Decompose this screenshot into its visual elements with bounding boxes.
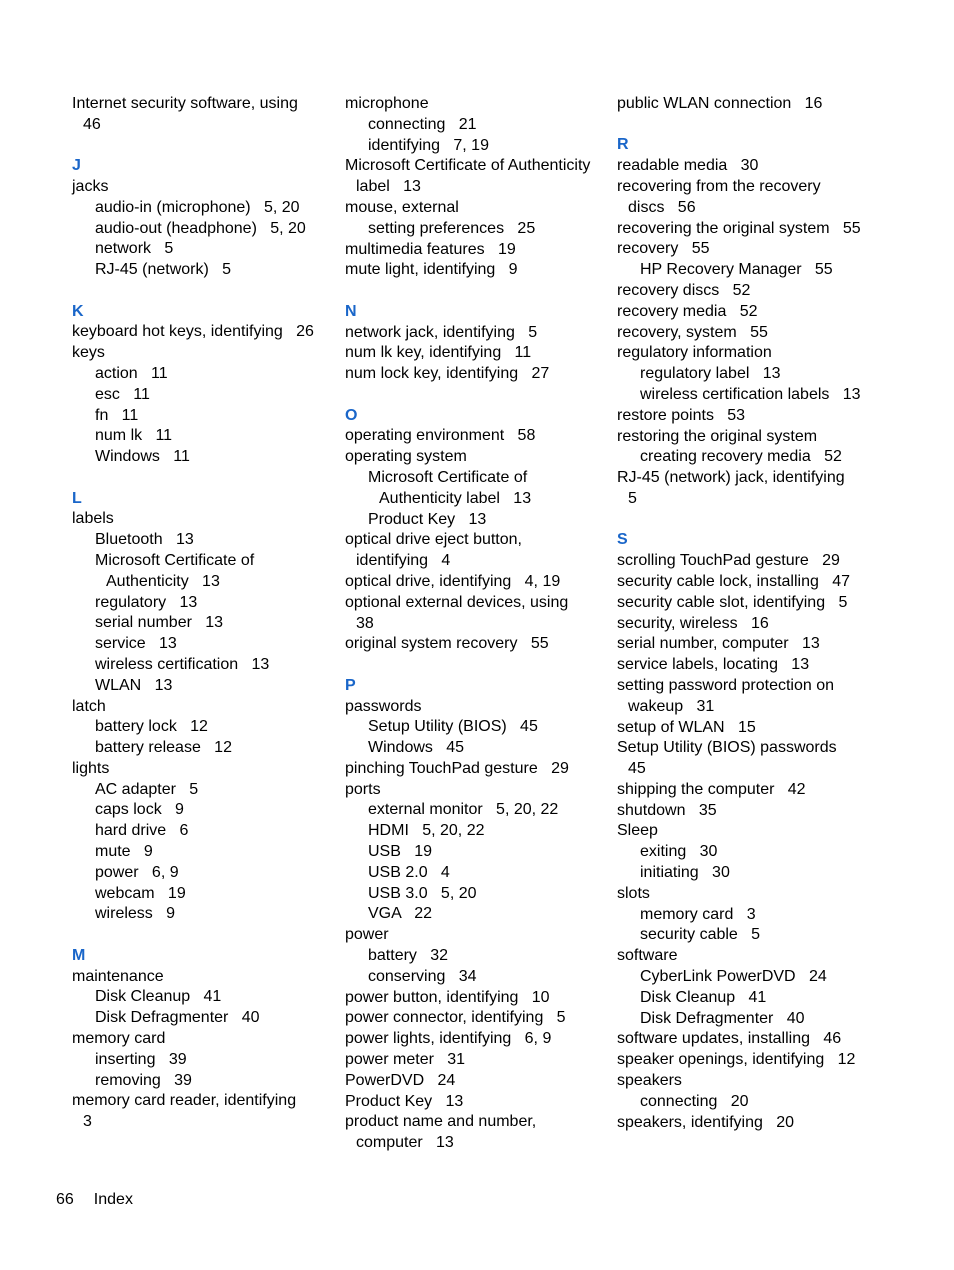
section-letter: M xyxy=(72,946,86,964)
index-entry: ports xyxy=(345,780,381,798)
index-entry: recovering from the recovery xyxy=(617,177,821,195)
index-subentry: HDMI 5, 20, 22 xyxy=(368,822,485,840)
index-entry: serial number, computer 13 xyxy=(617,635,820,653)
index-subentry: action 11 xyxy=(95,364,168,382)
section-letter: O xyxy=(345,406,358,424)
index-subentry: service 13 xyxy=(95,635,177,653)
index-subentry: USB 3.0 5, 20 xyxy=(368,884,477,902)
index-entry: operating system xyxy=(345,448,467,466)
index-entry-continuation: 46 xyxy=(83,115,101,133)
index-entry: security cable slot, identifying 5 xyxy=(617,593,848,611)
section-letter: J xyxy=(72,157,81,175)
index-entry: labels xyxy=(72,510,114,528)
index-entry-continuation: Authenticity 13 xyxy=(106,572,220,590)
index-entry-continuation: 5 xyxy=(628,489,637,507)
index-entry-continuation: identifying 4 xyxy=(356,552,451,570)
section-letter: S xyxy=(617,531,628,549)
index-subentry: security cable 5 xyxy=(640,926,761,944)
index-entry: speaker openings, identifying 12 xyxy=(617,1051,856,1069)
index-subentry: connecting 20 xyxy=(640,1092,749,1110)
index-entry: regulatory information xyxy=(617,344,772,362)
index-subentry: identifying 7, 19 xyxy=(368,136,489,154)
index-subentry: battery 32 xyxy=(368,947,449,965)
section-letter: K xyxy=(72,302,84,320)
index-entry: Product Key 13 xyxy=(345,1092,464,1110)
index-subentry: external monitor 5, 20, 22 xyxy=(368,801,559,819)
index-subentry: Windows 45 xyxy=(368,739,465,757)
index-entry: power connector, identifying 5 xyxy=(345,1009,566,1027)
index-subentry: hard drive 6 xyxy=(95,822,189,840)
index-entry: mute light, identifying 9 xyxy=(345,261,518,279)
index-subentry: inserting 39 xyxy=(95,1050,187,1068)
index-subentry: Disk Cleanup 41 xyxy=(640,988,767,1006)
index-entry: power button, identifying 10 xyxy=(345,988,550,1006)
index-subentry: Disk Defragmenter 40 xyxy=(95,1009,260,1027)
index-subentry: removing 39 xyxy=(95,1071,192,1089)
index-entry: memory card xyxy=(72,1030,166,1048)
index-entry-continuation: 45 xyxy=(628,760,646,778)
index-entry: power xyxy=(345,926,389,944)
index-entry: speakers xyxy=(617,1072,682,1090)
index-entry: mouse, external xyxy=(345,198,459,216)
index-entry: optical drive eject button, xyxy=(345,531,522,549)
index-entry-continuation: wakeup 31 xyxy=(628,697,715,715)
index-entry: num lock key, identifying 27 xyxy=(345,365,550,383)
index-subentry: audio-in (microphone) 5, 20 xyxy=(95,198,300,216)
index-subentry: regulatory 13 xyxy=(95,593,198,611)
index-entry: optical drive, identifying 4, 19 xyxy=(345,572,561,590)
index-entry: recovery, system 55 xyxy=(617,323,768,341)
index-entry-continuation: 3 xyxy=(83,1113,92,1131)
index-entry: power meter 31 xyxy=(345,1051,466,1069)
index-entry: product name and number, xyxy=(345,1113,537,1131)
index-entry: keys xyxy=(72,344,105,362)
index-entry-continuation: 38 xyxy=(356,614,374,632)
index-subentry: Disk Defragmenter 40 xyxy=(640,1009,805,1027)
index-entry: security, wireless 16 xyxy=(617,614,769,632)
index-entry: pinching TouchPad gesture 29 xyxy=(345,759,569,777)
section-letter: P xyxy=(345,676,356,694)
index-entry: public WLAN connection 16 xyxy=(617,95,823,112)
index-entry: recovery media 52 xyxy=(617,302,758,320)
index-entry: passwords xyxy=(345,697,422,715)
index-entry: num lk key, identifying 11 xyxy=(345,344,532,362)
index-subentry: mute 9 xyxy=(95,843,153,861)
index-entry: readable media 30 xyxy=(617,157,759,175)
index-entry: service labels, locating 13 xyxy=(617,656,810,674)
index-entry: PowerDVD 24 xyxy=(345,1071,456,1089)
index-subentry: Setup Utility (BIOS) 45 xyxy=(368,718,538,736)
index-column-1 xyxy=(72,94,334,1133)
index-entry-continuation: computer 13 xyxy=(356,1134,454,1152)
index-subentry: num lk 11 xyxy=(95,427,173,445)
index-entry: Sleep xyxy=(617,822,658,840)
index-subentry: wireless certification labels 13 xyxy=(640,385,861,403)
index-entry: RJ-45 (network) jack, identifying xyxy=(617,469,845,487)
index-subentry: initiating 30 xyxy=(640,864,730,882)
index-entry: lights xyxy=(72,759,110,777)
index-subentry: creating recovery media 52 xyxy=(640,448,842,466)
index-entry-continuation: Authenticity label 13 xyxy=(379,489,532,507)
index-entry: shipping the computer 42 xyxy=(617,780,806,798)
index-subentry: battery release 12 xyxy=(95,739,232,757)
index-subentry: network 5 xyxy=(95,240,174,258)
index-entry: setting password protection on xyxy=(617,676,835,694)
index-subentry: wireless certification 13 xyxy=(95,655,270,673)
index-subentry: regulatory label 13 xyxy=(640,365,781,383)
index-subentry: Bluetooth 13 xyxy=(95,531,194,549)
index-entry: recovery 55 xyxy=(617,240,710,258)
index-subentry: esc 11 xyxy=(95,385,150,403)
index-entry: restoring the original system xyxy=(617,427,818,445)
index-entry: optional external devices, using xyxy=(345,593,569,611)
index-entry: jacks xyxy=(72,177,109,195)
index-entry: speakers, identifying 20 xyxy=(617,1113,794,1131)
index-entry: slots xyxy=(617,884,650,902)
index-entry: recovery discs 52 xyxy=(617,281,751,299)
index-subentry: HP Recovery Manager 55 xyxy=(640,261,833,279)
index-subentry: WLAN 13 xyxy=(95,676,173,694)
index-entry: Microsoft Certificate of Authenticity xyxy=(345,157,591,175)
index-entry: shutdown 35 xyxy=(617,801,717,819)
index-subentry: memory card 3 xyxy=(640,905,756,923)
index-subentry: battery lock 12 xyxy=(95,718,208,736)
index-entry: original system recovery 55 xyxy=(345,635,549,653)
index-subentry: caps lock 9 xyxy=(95,801,184,819)
index-entry-continuation: discs 56 xyxy=(628,198,696,216)
index-subentry: audio-out (headphone) 5, 20 xyxy=(95,219,306,237)
section-letter: R xyxy=(617,136,629,154)
index-entry: restore points 53 xyxy=(617,406,746,424)
index-subentry: CyberLink PowerDVD 24 xyxy=(640,968,827,986)
index-entry: latch xyxy=(72,697,106,715)
index-subentry: Disk Cleanup 41 xyxy=(95,988,222,1006)
index-entry: recovering the original system 55 xyxy=(617,219,861,237)
index-subentry: USB 19 xyxy=(368,843,433,861)
index-entry: software xyxy=(617,947,678,965)
index-entry-continuation: label 13 xyxy=(356,178,421,196)
section-letter: L xyxy=(72,489,82,507)
index-entry: power lights, identifying 6, 9 xyxy=(345,1030,552,1048)
page-footer xyxy=(56,1190,133,1210)
page-number: 66 xyxy=(56,1191,74,1208)
index-subentry: Product Key 13 xyxy=(368,510,487,528)
index-subentry: Windows 11 xyxy=(95,448,190,466)
index-entry: scrolling TouchPad gesture 29 xyxy=(617,552,840,570)
section-letter: N xyxy=(345,302,357,320)
index-subentry: RJ-45 (network) 5 xyxy=(95,261,232,279)
index-entry: Internet security software, using xyxy=(72,95,298,112)
page-label: Index xyxy=(93,1191,133,1208)
index-subentry: conserving 34 xyxy=(368,967,477,985)
index-entry: Setup Utility (BIOS) passwords xyxy=(617,739,837,757)
index-subentry: setting preferences 25 xyxy=(368,219,536,237)
index-subentry: wireless 9 xyxy=(95,905,176,923)
index-subentry: Microsoft Certificate of xyxy=(368,468,528,486)
index-subentry: Microsoft Certificate of xyxy=(95,551,255,569)
index-subentry: fn 11 xyxy=(95,406,139,424)
index-entry: multimedia features 19 xyxy=(345,240,516,258)
index-entry: software updates, installing 46 xyxy=(617,1030,842,1048)
index-subentry: serial number 13 xyxy=(95,614,224,632)
index-column-2 xyxy=(345,94,607,1154)
index-entry: operating environment 58 xyxy=(345,427,536,445)
index-subentry: VGA 22 xyxy=(368,905,433,923)
index-subentry: connecting 21 xyxy=(368,115,477,133)
index-entry: security cable lock, installing 47 xyxy=(617,572,850,590)
index-subentry: exiting 30 xyxy=(640,843,718,861)
index-column-3 xyxy=(617,94,879,1133)
index-entry: maintenance xyxy=(72,967,164,985)
index-subentry: power 6, 9 xyxy=(95,863,179,881)
index-subentry: AC adapter 5 xyxy=(95,780,199,798)
index-entry: network jack, identifying 5 xyxy=(345,323,538,341)
index-entry: microphone xyxy=(345,95,429,112)
index-entry: setup of WLAN 15 xyxy=(617,718,756,736)
index-subentry: webcam 19 xyxy=(95,884,186,902)
index-entry: keyboard hot keys, identifying 26 xyxy=(72,323,314,341)
index-entry: memory card reader, identifying xyxy=(72,1092,297,1110)
index-subentry: USB 2.0 4 xyxy=(368,863,450,881)
